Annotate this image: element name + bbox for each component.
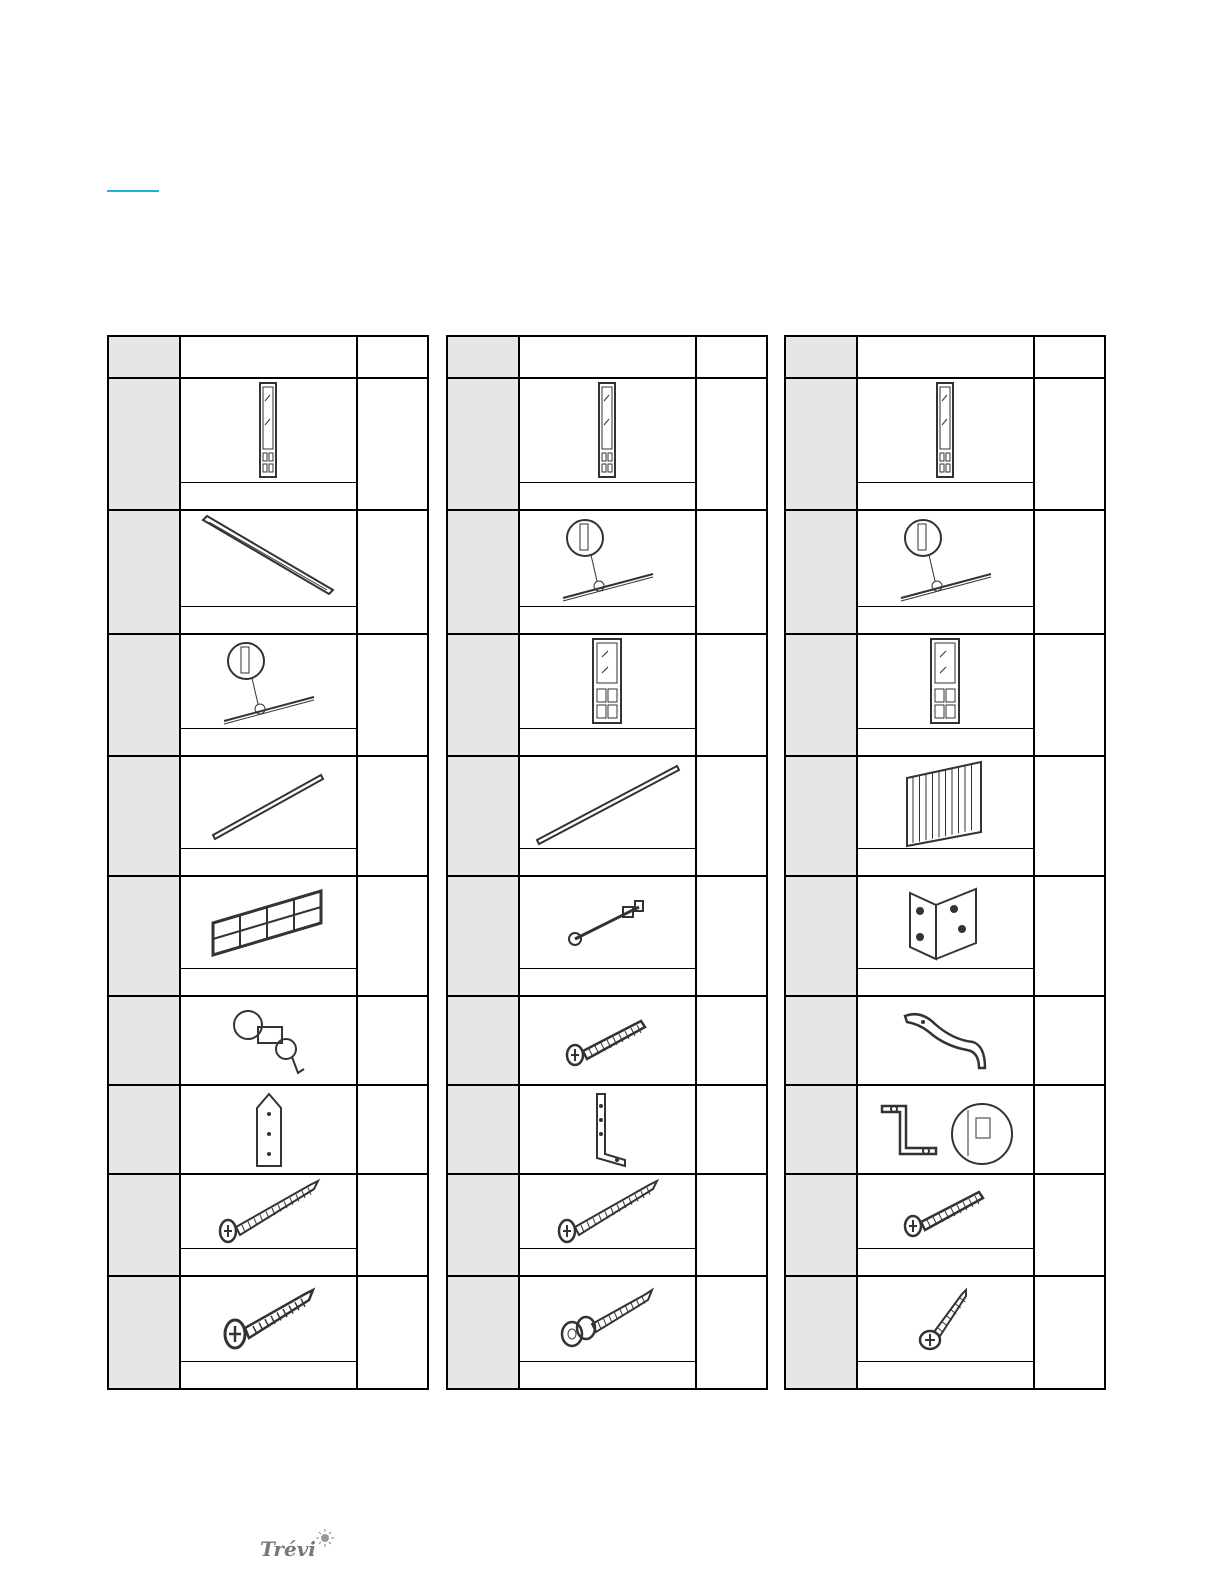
screw-icon xyxy=(858,1175,1033,1248)
table-row xyxy=(448,1086,766,1175)
table-row xyxy=(448,379,766,511)
part-name-cell xyxy=(520,482,695,509)
door-panel-icon xyxy=(520,635,695,728)
part-number-cell xyxy=(448,997,520,1084)
table-row xyxy=(109,635,427,757)
part-image-cell xyxy=(181,635,358,755)
rail-with-detail-icon xyxy=(858,511,1033,606)
bolt-nut-icon xyxy=(520,877,695,968)
table-row xyxy=(109,1175,427,1277)
part-number-cell xyxy=(448,1086,520,1173)
table-row xyxy=(448,635,766,757)
section-title-underline xyxy=(107,190,159,192)
quantity-cell xyxy=(1035,379,1104,509)
tall-door-panel-icon xyxy=(858,379,1033,482)
table-row xyxy=(448,511,766,635)
quantity-cell xyxy=(358,877,427,995)
quantity-cell xyxy=(358,379,427,509)
door-panel-icon xyxy=(858,635,1033,728)
header-part-cell xyxy=(858,337,1035,377)
part-image-cell xyxy=(858,757,1035,875)
part-name-cell xyxy=(181,728,356,755)
part-number-cell xyxy=(786,1175,858,1275)
quantity-cell xyxy=(1035,635,1104,755)
part-image-cell xyxy=(858,1086,1035,1173)
part-image-cell xyxy=(181,511,358,633)
part-image-cell xyxy=(181,1175,358,1275)
quantity-cell xyxy=(358,1086,427,1173)
part-image-cell xyxy=(520,379,697,509)
handle-icon xyxy=(858,997,1033,1084)
quantity-cell xyxy=(697,1086,766,1173)
table-row xyxy=(109,997,427,1086)
part-name-cell xyxy=(181,482,356,509)
part-number-cell xyxy=(109,511,181,633)
header-no-cell xyxy=(786,337,858,377)
l-bracket-icon xyxy=(520,1086,695,1173)
part-number-cell xyxy=(109,1086,181,1173)
table-row xyxy=(448,757,766,877)
quantity-cell xyxy=(697,635,766,755)
table-row xyxy=(448,997,766,1086)
table-row xyxy=(786,877,1104,997)
part-image-cell xyxy=(858,997,1035,1084)
window-frame-icon xyxy=(181,877,356,968)
header-part-cell xyxy=(181,337,358,377)
quantity-cell xyxy=(358,511,427,633)
table-row xyxy=(786,1086,1104,1175)
quantity-cell xyxy=(1035,1086,1104,1173)
table-row xyxy=(786,757,1104,877)
long-bar-icon xyxy=(520,757,695,848)
part-image-cell xyxy=(181,757,358,875)
parts-table-1 xyxy=(107,335,429,1390)
part-number-cell xyxy=(448,635,520,755)
flat-bar-icon xyxy=(181,757,356,848)
tall-door-panel-icon xyxy=(181,379,356,482)
quantity-cell xyxy=(697,877,766,995)
table-row xyxy=(109,1086,427,1175)
part-number-cell xyxy=(109,877,181,995)
quantity-cell xyxy=(697,379,766,509)
quantity-cell xyxy=(1035,1175,1104,1275)
table-row xyxy=(786,635,1104,757)
long-screw-icon xyxy=(520,1175,695,1248)
part-name-cell xyxy=(181,848,356,875)
part-name-cell xyxy=(520,1361,695,1388)
part-name-cell xyxy=(858,482,1033,509)
table-header-row xyxy=(448,337,766,379)
washer-screw-icon xyxy=(520,1277,695,1361)
part-image-cell xyxy=(181,997,358,1084)
part-image-cell xyxy=(181,1086,358,1173)
quantity-cell xyxy=(1035,877,1104,995)
part-number-cell xyxy=(448,877,520,995)
part-number-cell xyxy=(448,379,520,509)
part-image-cell xyxy=(520,997,697,1084)
header-part-cell xyxy=(520,337,697,377)
part-name-cell xyxy=(858,606,1033,633)
quantity-cell xyxy=(358,1277,427,1388)
part-name-cell xyxy=(858,848,1033,875)
quantity-cell xyxy=(1035,757,1104,875)
table-row xyxy=(448,1277,766,1388)
table-row xyxy=(786,1175,1104,1277)
part-name-cell xyxy=(520,968,695,995)
part-name-cell xyxy=(858,968,1033,995)
quantity-cell xyxy=(358,757,427,875)
part-image-cell xyxy=(858,877,1035,995)
short-screw-icon xyxy=(858,1277,1033,1361)
part-image-cell xyxy=(181,877,358,995)
part-name-cell xyxy=(520,728,695,755)
part-name-cell xyxy=(520,1248,695,1275)
part-number-cell xyxy=(109,379,181,509)
screw-icon xyxy=(520,997,695,1084)
table-header-row xyxy=(786,337,1104,379)
part-name-cell xyxy=(181,606,356,633)
quantity-cell xyxy=(697,757,766,875)
part-name-cell xyxy=(181,1361,356,1388)
part-number-cell xyxy=(448,1175,520,1275)
parts-table-3 xyxy=(784,335,1106,1390)
part-number-cell xyxy=(786,635,858,755)
table-header-row xyxy=(109,337,427,379)
part-image-cell xyxy=(858,379,1035,509)
part-number-cell xyxy=(786,997,858,1084)
part-number-cell xyxy=(786,757,858,875)
header-qty-cell xyxy=(697,337,766,377)
rail-with-detail-icon xyxy=(181,635,356,728)
part-name-cell xyxy=(520,848,695,875)
large-screw-icon xyxy=(181,1277,356,1361)
long-rail-icon xyxy=(181,511,356,606)
rail-with-detail-icon xyxy=(520,511,695,606)
header-qty-cell xyxy=(358,337,427,377)
part-name-cell xyxy=(181,1248,356,1275)
quantity-cell xyxy=(697,997,766,1084)
part-number-cell xyxy=(109,1175,181,1275)
table-row xyxy=(786,511,1104,635)
part-number-cell xyxy=(109,757,181,875)
part-image-cell xyxy=(181,379,358,509)
part-image-cell xyxy=(520,635,697,755)
table-row xyxy=(109,379,427,511)
header-qty-cell xyxy=(1035,337,1104,377)
header-no-cell xyxy=(109,337,181,377)
part-image-cell xyxy=(858,1277,1035,1388)
part-image-cell xyxy=(520,511,697,633)
part-number-cell xyxy=(786,1277,858,1388)
table-row xyxy=(109,757,427,877)
long-screw-icon xyxy=(181,1175,356,1248)
part-number-cell xyxy=(786,379,858,509)
quantity-cell xyxy=(1035,511,1104,633)
part-image-cell xyxy=(520,1175,697,1275)
quantity-cell xyxy=(1035,1277,1104,1388)
part-image-cell xyxy=(520,877,697,995)
header-no-cell xyxy=(448,337,520,377)
hinge-icon xyxy=(858,877,1033,968)
part-name-cell xyxy=(181,968,356,995)
quantity-cell xyxy=(358,997,427,1084)
table-row xyxy=(786,1277,1104,1388)
quantity-cell xyxy=(358,1175,427,1275)
part-name-cell xyxy=(858,728,1033,755)
table-row xyxy=(786,379,1104,511)
quantity-cell xyxy=(697,1277,766,1388)
table-row xyxy=(109,511,427,635)
part-image-cell xyxy=(181,1277,358,1388)
part-number-cell xyxy=(448,757,520,875)
part-number-cell xyxy=(109,1277,181,1388)
trevi-logo xyxy=(258,1528,338,1564)
part-number-cell xyxy=(786,1086,858,1173)
table-row xyxy=(448,877,766,997)
part-number-cell xyxy=(786,877,858,995)
door-knob-lock-icon xyxy=(181,997,356,1084)
part-name-cell xyxy=(520,606,695,633)
table-row xyxy=(109,1277,427,1388)
table-row xyxy=(109,877,427,997)
quantity-cell xyxy=(697,511,766,633)
table-row xyxy=(786,997,1104,1086)
part-image-cell xyxy=(520,1277,697,1388)
part-image-cell xyxy=(858,1175,1035,1275)
part-image-cell xyxy=(520,757,697,875)
quantity-cell xyxy=(1035,997,1104,1084)
svg-text:Trévi: Trévi xyxy=(260,1537,316,1561)
table-row xyxy=(448,1175,766,1277)
part-number-cell xyxy=(448,511,520,633)
part-number-cell xyxy=(786,511,858,633)
part-image-cell xyxy=(520,1086,697,1173)
z-bracket-icon xyxy=(858,1086,1033,1173)
vent-panel-icon xyxy=(858,757,1033,848)
quantity-cell xyxy=(358,635,427,755)
part-number-cell xyxy=(109,635,181,755)
part-number-cell xyxy=(109,997,181,1084)
part-image-cell xyxy=(858,635,1035,755)
parts-table-2 xyxy=(446,335,768,1390)
part-image-cell xyxy=(858,511,1035,633)
quantity-cell xyxy=(697,1175,766,1275)
part-number-cell xyxy=(448,1277,520,1388)
part-name-cell xyxy=(858,1361,1033,1388)
tall-door-panel-icon xyxy=(520,379,695,482)
pentagon-plate-icon xyxy=(181,1086,356,1173)
part-name-cell xyxy=(858,1248,1033,1275)
